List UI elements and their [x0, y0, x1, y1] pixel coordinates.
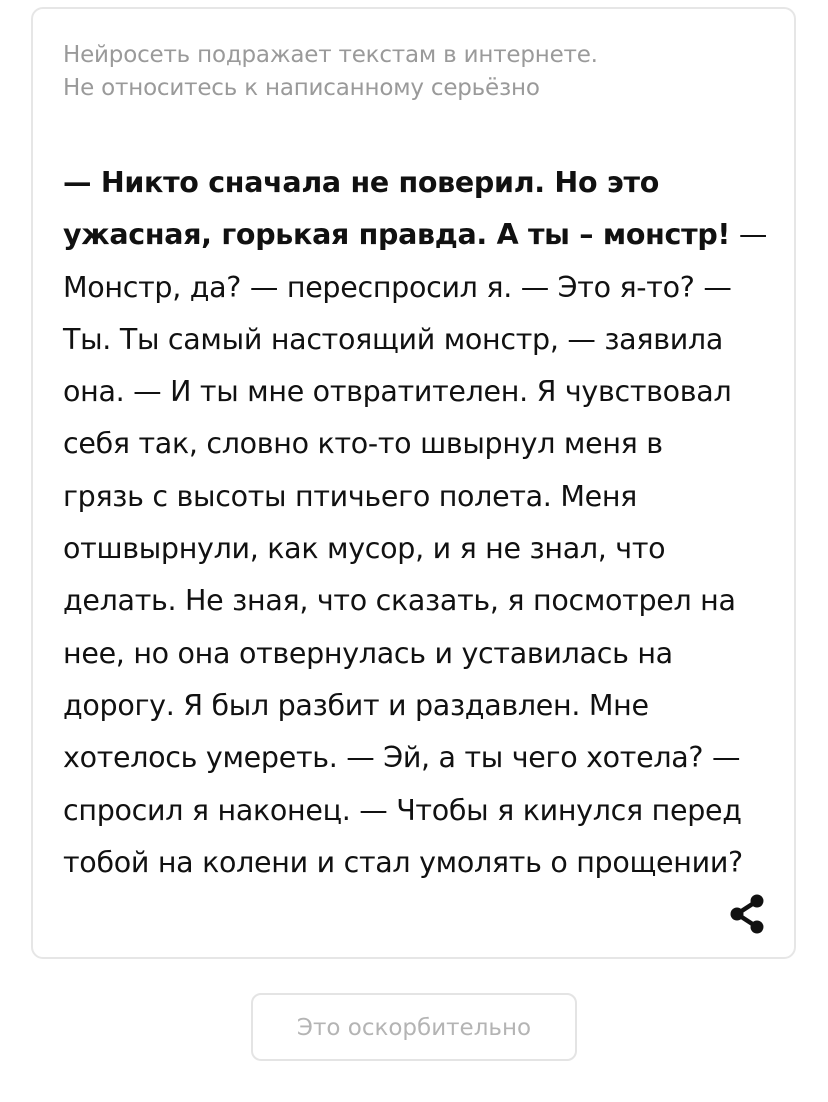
- story-line: себя так, словно кто-то швырнул меня в: [63, 427, 663, 461]
- share-icon[interactable]: [728, 892, 768, 936]
- story-line: [63, 157, 773, 209]
- generated-text-card: [31, 7, 796, 959]
- disclaimer: [63, 39, 753, 105]
- disclaimer-line: Не относитесь к написанному серьёзно: [63, 75, 540, 101]
- story-line: Монстр, да? — переспросил я. — Это я-то? —: [63, 270, 732, 304]
- story-line: хотелось умереть. — Эй, а ты чего хотела? —: [63, 741, 741, 775]
- story-line: она. — И ты мне отвратителен. Я чувствовал: [63, 375, 732, 409]
- story-bold-text: — Никто сначала не поверил. Но это: [63, 166, 659, 199]
- story-line: спросил я наконец. — Чтобы я кинулся перед: [63, 793, 742, 827]
- story-line: отшвырнули, как мусор, и я не знал, что: [63, 532, 666, 566]
- story-line: [63, 209, 773, 261]
- story-line: грязь с высоты птичьего полета. Меня: [63, 479, 638, 513]
- story-line: тобой на колени и стал умолять о прощении?: [63, 845, 743, 879]
- generated-story: [63, 157, 773, 889]
- story-line: дорогу. Я был разбит и раздавлен. Мне: [63, 688, 649, 722]
- story-line: делать. Не зная, что сказать, я посмотрел на: [63, 584, 736, 618]
- report-offensive-button[interactable]: Это оскорбительно: [251, 993, 577, 1061]
- story-line: Ты. Ты самый настоящий монстр, — заявила: [63, 322, 723, 356]
- story-bold-text: ужасная, горькая правда. А ты – монстр!: [63, 218, 731, 252]
- story-text: —: [730, 218, 768, 252]
- story-line: нее, но она отвернулась и уставилась на: [63, 636, 673, 670]
- share-icon-graphic: [728, 892, 768, 936]
- disclaimer-line: Нейросеть подражает текстам в интернете.: [63, 42, 598, 68]
